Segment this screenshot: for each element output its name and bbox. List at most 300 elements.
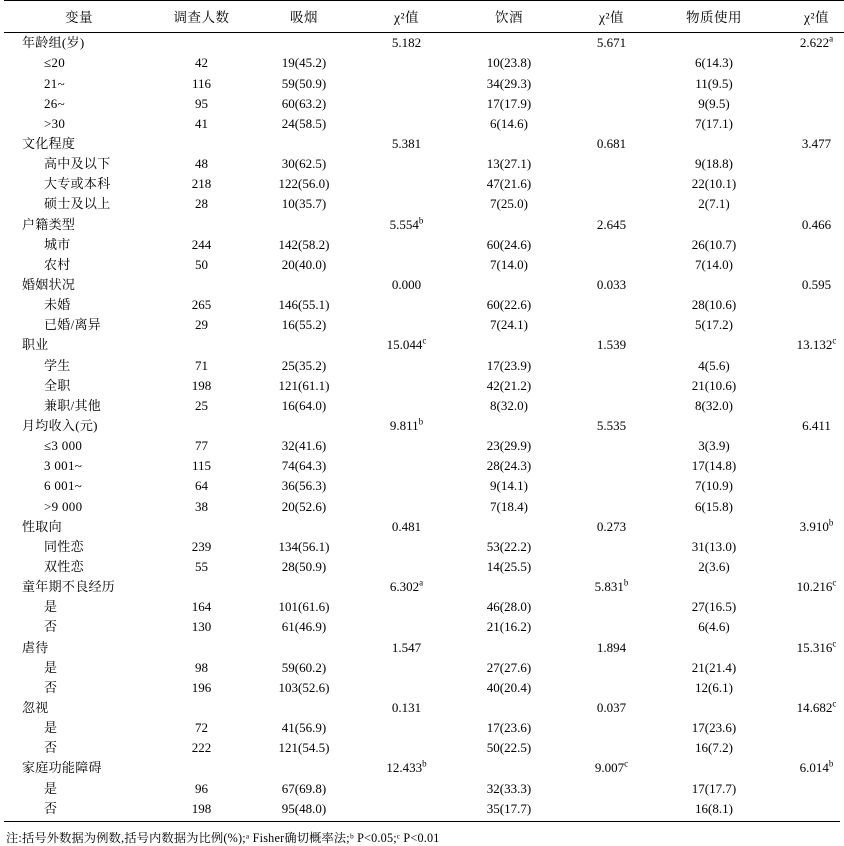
sample-size-cell: 198 bbox=[191, 377, 212, 393]
chi2-drinking-cell bbox=[564, 174, 659, 194]
chi2-drinking-cell bbox=[564, 778, 659, 798]
chi2-smoking-cell: 0.131 bbox=[391, 699, 422, 715]
chi2-substance-cell: 14.682$^c$ bbox=[796, 698, 837, 715]
col-header-chi2-drinking: χ²值 bbox=[564, 1, 659, 33]
sample-size-cell: 116 bbox=[191, 75, 212, 91]
variable-level: 是 bbox=[44, 659, 58, 675]
chi2-substance-cell: 6.014$^b$ bbox=[799, 759, 834, 776]
drinking-cell: 7(18.4) bbox=[490, 498, 528, 514]
drinking-cell bbox=[454, 33, 564, 54]
chi2-substance-cell bbox=[769, 73, 844, 93]
drinking-cell bbox=[454, 758, 564, 778]
variable-level: 全职 bbox=[44, 377, 71, 393]
sample-size-cell: 72 bbox=[195, 720, 208, 736]
table-row bbox=[4, 255, 844, 275]
chi2-drinking-cell bbox=[564, 718, 659, 738]
table-row-category bbox=[4, 416, 844, 436]
smoking-cell: 61(46.9) bbox=[281, 619, 327, 635]
drinking-cell: 46(28.0) bbox=[486, 599, 532, 615]
smoking-cell: 59(50.9) bbox=[281, 75, 327, 91]
chi2-substance-cell: 0.595 bbox=[801, 276, 832, 292]
table-row-category bbox=[4, 698, 844, 718]
substance-use-cell bbox=[659, 214, 769, 234]
chi2-drinking-cell bbox=[564, 114, 659, 134]
chi2-drinking-cell: 5.535 bbox=[596, 417, 627, 433]
drinking-cell: 17(23.9) bbox=[486, 357, 532, 373]
smoking-cell: 16(64.0) bbox=[281, 397, 327, 413]
chi2-drinking-cell bbox=[564, 295, 659, 315]
chi2-drinking-cell bbox=[564, 617, 659, 637]
substance-use-cell bbox=[659, 335, 769, 355]
table-row bbox=[4, 436, 844, 456]
substance-use-cell: 26(10.7) bbox=[691, 236, 737, 252]
substance-use-cell: 2(7.1) bbox=[698, 196, 730, 212]
chi2-drinking-cell bbox=[564, 678, 659, 698]
chi2-smoking-cell bbox=[359, 255, 454, 275]
chi2-smoking-cell: 12.433$^b$ bbox=[386, 759, 427, 776]
drinking-cell: 6(14.6) bbox=[490, 115, 528, 131]
drinking-cell: 60(24.6) bbox=[486, 236, 532, 252]
table-row-category bbox=[4, 577, 844, 597]
drinking-cell bbox=[454, 275, 564, 295]
sample-size-cell: 222 bbox=[191, 740, 212, 756]
chi2-drinking-cell bbox=[564, 194, 659, 214]
smoking-cell: 74(64.3) bbox=[281, 458, 327, 474]
table-row bbox=[4, 476, 844, 496]
table-head bbox=[4, 1, 844, 33]
table-note: 注:括号外数据为例数,括号内数据为比例(%);ᵃ Fisher确切概率法;ᵇ P<0.05;ᶜ P<0.01 bbox=[6, 831, 440, 846]
substance-use-cell: 12(6.1) bbox=[695, 679, 733, 695]
table-row bbox=[4, 234, 844, 254]
variable-level: 否 bbox=[44, 800, 58, 816]
table-row bbox=[4, 496, 844, 516]
table-row bbox=[4, 657, 844, 677]
smoking-cell bbox=[249, 577, 359, 597]
chi2-smoking-cell bbox=[359, 718, 454, 738]
substance-use-cell bbox=[659, 758, 769, 778]
sample-size-cell: 28 bbox=[195, 196, 208, 212]
sample-size-cell: 48 bbox=[195, 156, 208, 172]
substance-use-cell: 7(10.9) bbox=[695, 478, 733, 494]
smoking-cell bbox=[249, 637, 359, 657]
chi2-substance-cell bbox=[769, 798, 844, 821]
drinking-cell: 47(21.6) bbox=[486, 176, 532, 192]
sample-size-cell: 25 bbox=[195, 397, 208, 413]
chi2-drinking-cell: 0.037 bbox=[596, 699, 627, 715]
sample-size-cell bbox=[154, 637, 249, 657]
substance-use-cell: 16(8.1) bbox=[695, 800, 733, 816]
sample-size-cell bbox=[154, 516, 249, 536]
substance-use-cell: 6(14.3) bbox=[695, 55, 733, 71]
chi2-substance-cell bbox=[769, 93, 844, 113]
smoking-cell: 121(54.5) bbox=[278, 740, 330, 756]
sample-size-cell: 265 bbox=[191, 297, 212, 313]
drinking-cell bbox=[454, 134, 564, 154]
col-header-sample-size: 调查人数 bbox=[154, 1, 249, 33]
substance-use-cell: 31(13.0) bbox=[691, 538, 737, 554]
significance-marker: c bbox=[624, 759, 629, 770]
chi2-substance-cell: 10.216$^c$ bbox=[796, 577, 837, 595]
smoking-cell: 95(48.0) bbox=[281, 800, 327, 816]
sample-size-cell: 198 bbox=[191, 800, 212, 816]
drinking-cell bbox=[454, 637, 564, 657]
substance-use-cell: 7(17.1) bbox=[695, 115, 733, 131]
chi2-substance-cell bbox=[769, 396, 844, 416]
chi2-smoking-cell bbox=[359, 436, 454, 456]
drinking-cell: 42(21.2) bbox=[486, 377, 532, 393]
substance-use-cell: 5(17.2) bbox=[695, 317, 733, 333]
smoking-cell: 41(56.9) bbox=[281, 720, 327, 736]
table-row bbox=[4, 93, 844, 113]
sample-size-cell bbox=[154, 416, 249, 436]
substance-use-cell: 9(9.5) bbox=[698, 95, 730, 111]
chi2-smoking-cell bbox=[359, 375, 454, 395]
chi2-smoking-cell: 5.182 bbox=[391, 35, 422, 51]
chi2-smoking-cell: 9.811$^b$ bbox=[389, 416, 424, 433]
chi2-substance-cell bbox=[769, 255, 844, 275]
sample-size-cell: 218 bbox=[191, 176, 212, 192]
chi2-substance-cell bbox=[769, 355, 844, 375]
table-row bbox=[4, 798, 844, 821]
chi2-smoking-cell bbox=[359, 456, 454, 476]
table-row bbox=[4, 718, 844, 738]
variable-level: >30 bbox=[44, 115, 66, 131]
smoking-cell: 59(60.2) bbox=[281, 659, 327, 675]
chi2-drinking-cell: 0.273 bbox=[596, 518, 627, 534]
chi2-substance-cell bbox=[769, 557, 844, 577]
variable-level: 大专或本科 bbox=[44, 176, 111, 192]
chi2-substance-cell bbox=[769, 174, 844, 194]
variable-level: 26~ bbox=[44, 95, 65, 111]
variable-level: 同性恋 bbox=[44, 538, 84, 554]
drinking-cell: 50(22.5) bbox=[486, 740, 532, 756]
chi2-drinking-cell bbox=[564, 315, 659, 335]
sample-size-cell: 164 bbox=[191, 599, 212, 615]
chi2-drinking-cell: 0.033 bbox=[596, 276, 627, 292]
chi2-substance-cell bbox=[769, 154, 844, 174]
smoking-cell: 19(45.2) bbox=[281, 55, 327, 71]
sample-size-cell: 29 bbox=[195, 317, 208, 333]
table-row-category bbox=[4, 758, 844, 778]
chi2-smoking-cell: 6.302$^a$ bbox=[389, 577, 424, 595]
chi2-drinking-cell bbox=[564, 537, 659, 557]
drinking-cell: 8(32.0) bbox=[490, 397, 528, 413]
table-row bbox=[4, 617, 844, 637]
smoking-cell: 30(62.5) bbox=[281, 156, 327, 172]
table-row bbox=[4, 355, 844, 375]
drinking-cell: 40(20.4) bbox=[486, 679, 532, 695]
table-row bbox=[4, 295, 844, 315]
smoking-cell: 146(55.1) bbox=[278, 297, 330, 313]
significance-marker: b bbox=[623, 577, 629, 588]
sample-size-cell: 71 bbox=[195, 357, 208, 373]
chi2-smoking-cell bbox=[359, 194, 454, 214]
sample-size-cell: 95 bbox=[195, 95, 208, 111]
smoking-cell bbox=[249, 335, 359, 355]
table-row-category bbox=[4, 516, 844, 536]
table-body bbox=[4, 33, 844, 822]
variable-level: 否 bbox=[44, 679, 58, 695]
smoking-cell: 60(63.2) bbox=[281, 95, 327, 111]
sample-size-cell bbox=[154, 577, 249, 597]
col-header-substance-use: 物质使用 bbox=[659, 1, 769, 33]
chi2-substance-cell bbox=[769, 114, 844, 134]
smoking-cell: 134(56.1) bbox=[278, 538, 330, 554]
variable-name: 童年期不良经历 bbox=[22, 579, 116, 595]
variable-level: ≤3 000 bbox=[44, 438, 83, 454]
table-row-category bbox=[4, 275, 844, 295]
chi2-substance-cell bbox=[769, 295, 844, 315]
substance-use-cell: 21(10.6) bbox=[691, 377, 737, 393]
variable-level: 高中及以下 bbox=[44, 156, 111, 172]
substance-use-cell: 27(16.5) bbox=[691, 599, 737, 615]
smoking-cell: 121(61.1) bbox=[278, 377, 330, 393]
significance-marker: b bbox=[418, 215, 424, 226]
chi2-substance-cell: 3.477 bbox=[801, 136, 832, 151]
smoking-cell bbox=[249, 416, 359, 436]
table-row bbox=[4, 537, 844, 557]
substance-use-cell: 7(14.0) bbox=[695, 256, 733, 272]
significance-marker: b bbox=[422, 759, 427, 770]
chi2-smoking-cell bbox=[359, 778, 454, 798]
substance-use-cell: 17(14.8) bbox=[691, 458, 737, 474]
significance-marker: b bbox=[418, 416, 424, 427]
significance-marker: a bbox=[829, 33, 834, 44]
drinking-cell bbox=[454, 698, 564, 718]
drinking-cell: 28(24.3) bbox=[486, 458, 532, 474]
chi2-smoking-cell bbox=[359, 798, 454, 821]
variable-level: 硕士及以上 bbox=[44, 196, 111, 212]
chi2-drinking-cell bbox=[564, 456, 659, 476]
drinking-cell bbox=[454, 577, 564, 597]
sample-size-cell: 77 bbox=[195, 438, 208, 454]
table-row bbox=[4, 73, 844, 93]
chi2-smoking-cell bbox=[359, 234, 454, 254]
substance-use-cell bbox=[659, 637, 769, 657]
sample-size-cell: 98 bbox=[195, 659, 208, 675]
chi2-substance-cell bbox=[769, 718, 844, 738]
drinking-cell: 27(27.6) bbox=[486, 659, 532, 675]
col-header-smoking: 吸烟 bbox=[249, 1, 359, 33]
sample-size-cell bbox=[154, 335, 249, 355]
substance-use-cell: 17(17.7) bbox=[691, 780, 737, 796]
chi2-drinking-cell: 5.831$^b$ bbox=[594, 577, 629, 595]
substance-use-cell bbox=[659, 33, 769, 54]
table-row bbox=[4, 597, 844, 617]
sample-size-cell: 130 bbox=[191, 619, 212, 635]
substance-use-cell: 28(10.6) bbox=[691, 297, 737, 313]
chi2-drinking-cell bbox=[564, 255, 659, 275]
col-header-variable: 变量 bbox=[4, 1, 154, 33]
table-row bbox=[4, 456, 844, 476]
smoking-cell: 122(56.0) bbox=[278, 176, 330, 192]
chi2-substance-cell bbox=[769, 738, 844, 758]
chi2-substance-cell: 13.132$^c$ bbox=[796, 336, 837, 353]
chi2-smoking-cell bbox=[359, 295, 454, 315]
drinking-cell: 23(29.9) bbox=[486, 438, 532, 454]
table-row bbox=[4, 375, 844, 395]
sample-size-cell bbox=[154, 698, 249, 718]
chi2-smoking-cell: 1.547 bbox=[391, 639, 422, 655]
chi2-drinking-cell bbox=[564, 798, 659, 821]
significance-marker: c bbox=[832, 698, 837, 709]
significance-marker: a bbox=[419, 577, 424, 588]
variable-level: 农村 bbox=[44, 256, 71, 272]
chi2-drinking-cell bbox=[564, 557, 659, 577]
chi2-drinking-cell bbox=[564, 597, 659, 617]
variable-name: 虐待 bbox=[22, 639, 49, 655]
header-row bbox=[4, 1, 844, 33]
chi2-drinking-cell bbox=[564, 436, 659, 456]
sample-size-cell: 196 bbox=[191, 679, 212, 695]
drinking-cell: 35(17.7) bbox=[486, 800, 532, 816]
chi2-substance-cell: 6.411 bbox=[802, 417, 831, 433]
chi2-drinking-cell: 1.539 bbox=[596, 337, 627, 353]
sample-size-cell: 64 bbox=[195, 478, 208, 494]
drinking-cell: 7(24.1) bbox=[490, 317, 528, 333]
chi2-drinking-cell bbox=[564, 73, 659, 93]
drinking-cell bbox=[454, 335, 564, 355]
variable-level: 21~ bbox=[44, 75, 65, 91]
smoking-cell: 142(58.2) bbox=[278, 236, 330, 252]
chi2-substance-cell: 3.910$^b$ bbox=[799, 517, 834, 534]
variable-level: 否 bbox=[44, 619, 58, 635]
substance-use-cell bbox=[659, 698, 769, 718]
significance-marker: b bbox=[828, 517, 834, 528]
variable-name: 户籍类型 bbox=[22, 216, 76, 232]
sample-size-cell: 38 bbox=[195, 498, 208, 514]
sample-size-cell: 115 bbox=[191, 458, 212, 474]
sample-size-cell bbox=[154, 214, 249, 234]
chi2-substance-cell bbox=[769, 657, 844, 677]
table-row bbox=[4, 315, 844, 335]
variable-level: 是 bbox=[44, 780, 58, 796]
chi2-substance-cell bbox=[769, 315, 844, 335]
variable-level: 3 001~ bbox=[44, 458, 83, 474]
variable-level: 未婚 bbox=[44, 297, 71, 313]
chi2-smoking-cell bbox=[359, 53, 454, 73]
variable-name: 忽视 bbox=[22, 699, 49, 715]
drinking-cell: 32(33.3) bbox=[486, 780, 532, 796]
substance-use-cell: 6(4.6) bbox=[698, 619, 730, 635]
chi2-drinking-cell bbox=[564, 154, 659, 174]
substance-use-cell: 2(3.6) bbox=[698, 558, 730, 574]
table-bottom-rule bbox=[4, 821, 840, 822]
smoking-cell bbox=[249, 698, 359, 718]
smoking-cell bbox=[249, 758, 359, 778]
chi2-smoking-cell bbox=[359, 617, 454, 637]
substance-use-cell bbox=[659, 516, 769, 536]
chi2-smoking-cell bbox=[359, 174, 454, 194]
statistics-table bbox=[4, 0, 844, 821]
variable-level: 6 001~ bbox=[44, 478, 83, 494]
smoking-cell: 28(50.9) bbox=[281, 558, 327, 574]
variable-level: >9 000 bbox=[44, 498, 83, 514]
smoking-cell bbox=[249, 516, 359, 536]
table-row bbox=[4, 678, 844, 698]
significance-marker: c bbox=[832, 577, 837, 588]
chi2-smoking-cell bbox=[359, 114, 454, 134]
drinking-cell bbox=[454, 516, 564, 536]
smoking-cell: 20(52.6) bbox=[281, 498, 327, 514]
drinking-cell: 10(23.8) bbox=[486, 55, 532, 71]
smoking-cell bbox=[249, 33, 359, 54]
substance-use-cell: 3(3.9) bbox=[698, 438, 730, 454]
chi2-smoking-cell: 5.554$^b$ bbox=[389, 215, 424, 232]
drinking-cell: 7(14.0) bbox=[490, 256, 528, 272]
sample-size-cell bbox=[154, 758, 249, 778]
chi2-smoking-cell bbox=[359, 73, 454, 93]
drinking-cell: 60(22.6) bbox=[486, 297, 532, 313]
variable-name: 家庭功能障碍 bbox=[22, 760, 102, 776]
chi2-substance-cell bbox=[769, 597, 844, 617]
sample-size-cell: 239 bbox=[191, 538, 212, 554]
drinking-cell: 17(17.9) bbox=[486, 95, 532, 111]
table-row bbox=[4, 174, 844, 194]
chi2-drinking-cell bbox=[564, 355, 659, 375]
chi2-substance-cell bbox=[769, 375, 844, 395]
chi2-smoking-cell bbox=[359, 496, 454, 516]
drinking-cell: 13(27.1) bbox=[486, 156, 532, 172]
table-row bbox=[4, 114, 844, 134]
variable-level: 兼职/其他 bbox=[44, 397, 102, 413]
variable-level: 双性恋 bbox=[44, 558, 84, 574]
table-row bbox=[4, 557, 844, 577]
variable-level: 否 bbox=[44, 740, 58, 756]
chi2-smoking-cell bbox=[359, 537, 454, 557]
smoking-cell: 25(35.2) bbox=[281, 357, 327, 373]
smoking-cell: 101(61.6) bbox=[278, 599, 330, 615]
smoking-cell bbox=[249, 134, 359, 154]
variable-level: 已婚/离异 bbox=[44, 317, 102, 333]
substance-use-cell bbox=[659, 134, 769, 154]
significance-marker: c bbox=[832, 336, 837, 347]
sample-size-cell: 41 bbox=[195, 115, 208, 131]
substance-use-cell: 4(5.6) bbox=[698, 357, 730, 373]
substance-use-cell: 11(9.5) bbox=[695, 75, 733, 91]
substance-use-cell bbox=[659, 416, 769, 436]
chi2-smoking-cell bbox=[359, 738, 454, 758]
table-row-category bbox=[4, 637, 844, 657]
chi2-smoking-cell: 0.000 bbox=[391, 276, 422, 292]
significance-marker: c bbox=[832, 638, 837, 649]
table-row bbox=[4, 396, 844, 416]
sample-size-cell: 55 bbox=[195, 558, 208, 574]
sample-size-cell bbox=[154, 134, 249, 154]
sample-size-cell: 96 bbox=[195, 780, 208, 796]
substance-use-cell: 8(32.0) bbox=[695, 397, 733, 413]
drinking-cell: 53(22.2) bbox=[486, 538, 532, 554]
sample-size-cell: 42 bbox=[195, 55, 208, 71]
table-row-category bbox=[4, 33, 844, 54]
chi2-substance-cell bbox=[769, 194, 844, 214]
drinking-cell: 7(25.0) bbox=[490, 196, 528, 212]
chi2-substance-cell bbox=[769, 778, 844, 798]
chi2-smoking-cell bbox=[359, 93, 454, 113]
table-row bbox=[4, 194, 844, 214]
table-row bbox=[4, 53, 844, 73]
col-header-chi2-substance: χ²值 bbox=[769, 1, 844, 33]
chi2-drinking-cell bbox=[564, 93, 659, 113]
substance-use-cell: 17(23.6) bbox=[691, 720, 737, 736]
chi2-drinking-cell bbox=[564, 738, 659, 758]
chi2-smoking-cell bbox=[359, 597, 454, 617]
chi2-smoking-cell bbox=[359, 678, 454, 698]
substance-use-cell bbox=[659, 275, 769, 295]
drinking-cell: 34(29.3) bbox=[486, 75, 532, 91]
variable-name: 婚姻状况 bbox=[22, 276, 76, 292]
variable-level: ≤20 bbox=[44, 55, 66, 71]
